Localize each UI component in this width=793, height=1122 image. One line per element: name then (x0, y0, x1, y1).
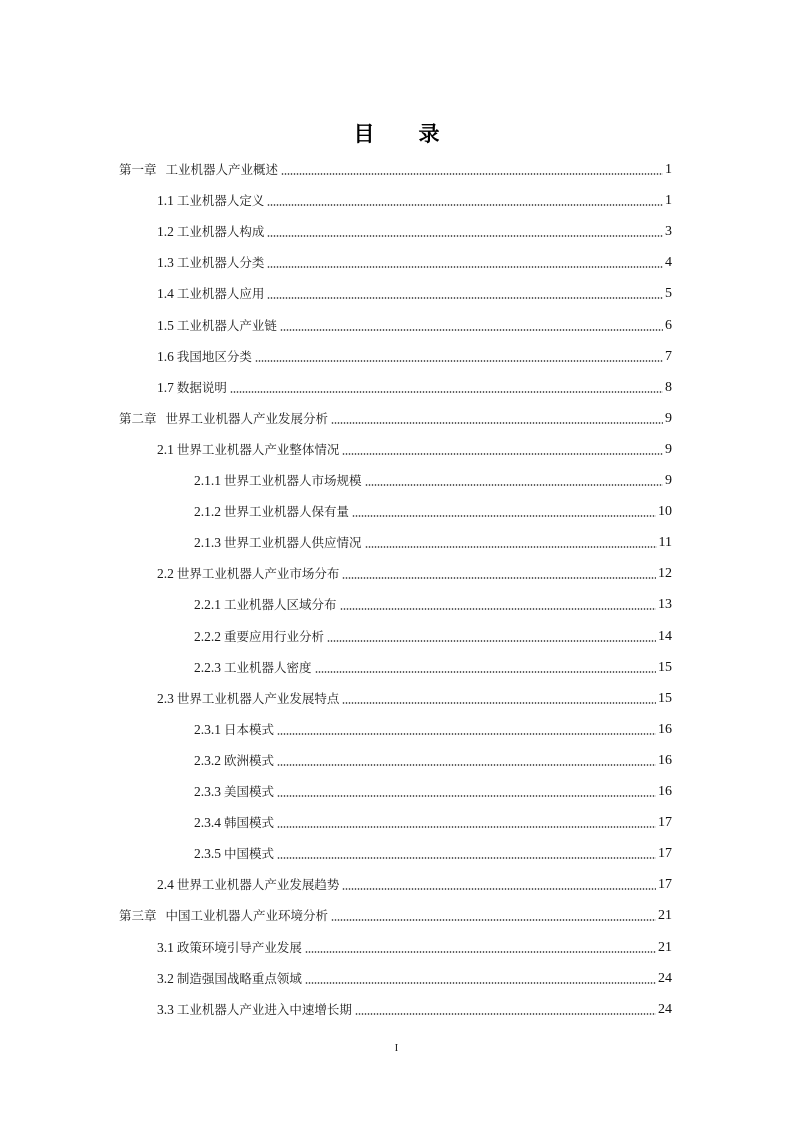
toc-entry[interactable] (157, 564, 672, 584)
toc-entry-text: 工业机器人构成 (176, 224, 265, 240)
toc-entry-text: 工业机器人产业链 (176, 317, 277, 333)
toc-entry-text: 政策环境引导产业发展 (176, 939, 302, 955)
toc-entry-text: 韩国模式 (224, 815, 275, 831)
toc-section-number: 2.3.1 (194, 721, 221, 737)
toc-entry[interactable] (157, 316, 672, 336)
toc-entry-text: 工业机器人定义 (176, 193, 265, 209)
toc-entry[interactable] (157, 689, 672, 709)
toc-entry-text: 世界工业机器人产业发展特点 (176, 690, 340, 706)
toc-entry-label (194, 844, 274, 864)
toc-entry-text: 世界工业机器人产业发展分析 (165, 410, 329, 426)
toc-entry-text: 世界工业机器人产业市场分布 (176, 566, 340, 582)
toc-entry-label (157, 347, 252, 367)
toc-section-number: 2.1 (157, 441, 174, 457)
toc-entry-label (194, 627, 324, 647)
toc-chapter-prefix: 第一章 (119, 162, 157, 177)
toc-section-number: 2.3.4 (194, 815, 221, 831)
toc-entry-text: 工业机器人产业概述 (165, 162, 279, 177)
dot-leader (342, 577, 656, 579)
toc-page-number: 1 (665, 162, 672, 177)
toc-entry[interactable] (157, 938, 672, 958)
toc-page-number: 9 (665, 410, 672, 426)
toc-entry-text: 工业机器人密度 (224, 659, 312, 675)
toc-entry[interactable] (157, 378, 672, 398)
toc-section-number: 1.2 (157, 224, 174, 240)
toc-entry-text: 欧洲模式 (224, 752, 275, 768)
dot-leader (365, 484, 663, 486)
toc-page-number: 9 (665, 441, 672, 457)
toc-page-number: 11 (658, 535, 672, 551)
toc-page-number: 12 (658, 566, 672, 582)
toc-section-number: 3.1 (157, 939, 174, 955)
toc-section-number: 2.1.1 (194, 473, 221, 488)
toc-section-number: 1.5 (157, 317, 174, 333)
toc-entry-label (157, 875, 339, 895)
toc-section-number: 2.2.1 (194, 597, 221, 613)
toc-page-number: 17 (658, 815, 672, 831)
toc-entry[interactable] (157, 347, 672, 367)
toc-entry-label (119, 409, 328, 429)
toc-entry[interactable] (157, 1000, 672, 1020)
dot-leader (340, 608, 656, 610)
toc-entry[interactable] (194, 658, 672, 678)
toc-page-number: 24 (658, 1001, 672, 1017)
toc-entry[interactable] (194, 844, 672, 864)
toc-entry-label (157, 564, 339, 584)
toc-entry-label (119, 906, 328, 926)
toc-page-number: 7 (665, 348, 672, 364)
toc-section-number: 2.3 (157, 690, 174, 706)
dot-leader (327, 640, 656, 642)
toc-section-number: 3.2 (157, 970, 174, 986)
toc-entry[interactable] (157, 440, 672, 460)
toc-entry-text: 中国模式 (224, 846, 275, 862)
toc-section-number: 2.3.3 (194, 784, 221, 799)
dot-leader (277, 857, 656, 859)
dot-leader (331, 919, 656, 921)
toc-entry-text: 美国模式 (224, 784, 275, 799)
toc-section-number: 2.4 (157, 877, 174, 893)
toc-page-number: 21 (658, 908, 672, 924)
toc-entry[interactable] (119, 160, 672, 180)
dot-leader (331, 422, 663, 424)
dot-leader (352, 515, 656, 517)
toc-entry[interactable] (194, 627, 672, 647)
dot-leader (342, 453, 663, 455)
toc-entry[interactable] (157, 222, 672, 242)
toc-page-number: 16 (658, 752, 672, 768)
toc-page-number: 9 (665, 473, 672, 488)
toc-entry-label (157, 316, 277, 336)
toc-entry[interactable] (194, 502, 672, 522)
toc-section-number: 2.3.2 (194, 752, 221, 768)
toc-page-number: 16 (658, 721, 672, 737)
toc-page-number: 14 (658, 628, 672, 644)
dot-leader (342, 702, 656, 704)
toc-entry-text: 工业机器人产业进入中速增长期 (176, 1001, 352, 1017)
toc-entry[interactable] (194, 813, 672, 833)
toc-page-number: 3 (665, 224, 672, 240)
toc-chapter-prefix: 第二章 (119, 410, 157, 426)
toc-entry-label (194, 720, 274, 740)
toc-entry[interactable] (119, 409, 672, 429)
dot-leader (277, 764, 656, 766)
toc-section-number: 3.3 (157, 1001, 174, 1017)
toc-entry-label (157, 440, 339, 460)
toc-title-char-1: 目 (353, 122, 375, 146)
toc-entry-text: 重要应用行业分析 (224, 628, 325, 644)
toc-page-number: 17 (658, 846, 672, 862)
toc-entry-text: 日本模式 (224, 721, 275, 737)
toc-section-number: 1.4 (157, 286, 174, 302)
toc-page-number: 4 (665, 255, 672, 271)
toc-section-number: 2.2.2 (194, 628, 221, 644)
toc-entry-label (194, 471, 362, 491)
toc-entry[interactable] (119, 906, 672, 926)
toc-entry-label (157, 222, 264, 242)
toc-section-number: 2.1.3 (194, 535, 221, 551)
toc-page-number: 13 (658, 597, 672, 613)
toc-title-char-2: 录 (418, 122, 440, 146)
toc-entry-text: 工业机器人区域分布 (224, 597, 337, 613)
toc-entry[interactable] (157, 253, 672, 273)
toc-section-number: 1.1 (157, 193, 174, 209)
dot-leader (277, 733, 656, 735)
dot-leader (305, 982, 656, 984)
toc-entry-text: 世界工业机器人产业发展趋势 (176, 877, 340, 893)
page-number-footer: I (394, 1042, 399, 1054)
toc-section-number: 2.3.5 (194, 846, 221, 862)
toc-entry-text: 工业机器人分类 (176, 255, 265, 271)
toc-page-number: 15 (658, 659, 672, 675)
toc-entry[interactable] (194, 720, 672, 740)
dot-leader (267, 204, 663, 206)
toc-page-number: 1 (665, 193, 672, 209)
dot-leader (267, 266, 663, 268)
toc-entry-label (157, 1000, 352, 1020)
toc-page-number: 24 (658, 970, 672, 986)
dot-leader (315, 671, 656, 673)
toc-page-number: 10 (658, 504, 672, 520)
toc-section-number: 1.6 (157, 348, 174, 364)
toc-chapter-prefix: 第三章 (119, 908, 157, 924)
toc-entry-label (157, 253, 264, 273)
toc-entry-text: 中国工业机器人产业环境分析 (165, 908, 329, 924)
toc-page-number: 17 (658, 877, 672, 893)
toc-entry[interactable] (194, 751, 672, 771)
dot-leader (277, 795, 656, 797)
toc-page-number: 15 (658, 690, 672, 706)
dot-leader (255, 360, 663, 362)
dot-leader (230, 391, 663, 393)
dot-leader (365, 546, 657, 548)
toc-entry-label (194, 751, 274, 771)
dot-leader (277, 826, 656, 828)
toc-page-number: 16 (658, 784, 672, 799)
toc-entry-label (194, 595, 337, 615)
toc-entry[interactable] (157, 191, 672, 211)
dot-leader (267, 297, 663, 299)
toc-entry-label (119, 160, 278, 180)
toc-entry-text: 数据说明 (176, 379, 227, 395)
toc-entry[interactable] (194, 471, 672, 491)
toc-entry-label (194, 782, 274, 802)
toc-entry-text: 世界工业机器人产业整体情况 (176, 441, 340, 457)
toc-page-number: 21 (658, 939, 672, 955)
toc-section-number: 2.2 (157, 566, 174, 582)
dot-leader (281, 173, 663, 175)
toc-entry[interactable] (157, 284, 672, 304)
toc-entry-label (157, 284, 264, 304)
dot-leader (267, 235, 663, 237)
toc-entry[interactable] (157, 969, 672, 989)
dot-leader (342, 888, 656, 890)
dot-leader (355, 1013, 656, 1015)
toc-section-number: 2.2.3 (194, 659, 221, 675)
toc-entry-text: 世界工业机器人供应情况 (224, 535, 362, 551)
toc-section-number: 1.7 (157, 379, 174, 395)
toc-entry-text: 工业机器人应用 (176, 286, 265, 302)
toc-page-number: 6 (665, 317, 672, 333)
toc-section-number: 1.3 (157, 255, 174, 271)
toc-entry[interactable] (194, 533, 672, 553)
toc-page-number: 8 (665, 379, 672, 395)
toc-entry-label (194, 533, 362, 553)
toc-entry-label (157, 938, 302, 958)
toc-section-number: 2.1.2 (194, 504, 221, 520)
toc-entry-text: 世界工业机器人保有量 (224, 504, 350, 520)
toc-entry-label (194, 502, 349, 522)
toc-entry-label (157, 191, 264, 211)
toc-entry-text: 制造强国战略重点领域 (176, 970, 302, 986)
toc-page-number: 5 (665, 286, 672, 302)
dot-leader (305, 951, 656, 953)
toc-entry-label (194, 658, 312, 678)
toc-entry-text: 世界工业机器人市场规模 (224, 473, 362, 488)
toc-entry-label (157, 378, 227, 398)
dot-leader (280, 329, 663, 331)
toc-entry-label (194, 813, 274, 833)
toc-entry[interactable] (194, 782, 672, 802)
toc-title (0, 118, 793, 148)
toc-entry-text: 我国地区分类 (176, 348, 252, 364)
toc-entry[interactable] (194, 595, 672, 615)
toc-entry-label (157, 969, 302, 989)
toc-entry[interactable] (157, 875, 672, 895)
toc-entry-label (157, 689, 339, 709)
